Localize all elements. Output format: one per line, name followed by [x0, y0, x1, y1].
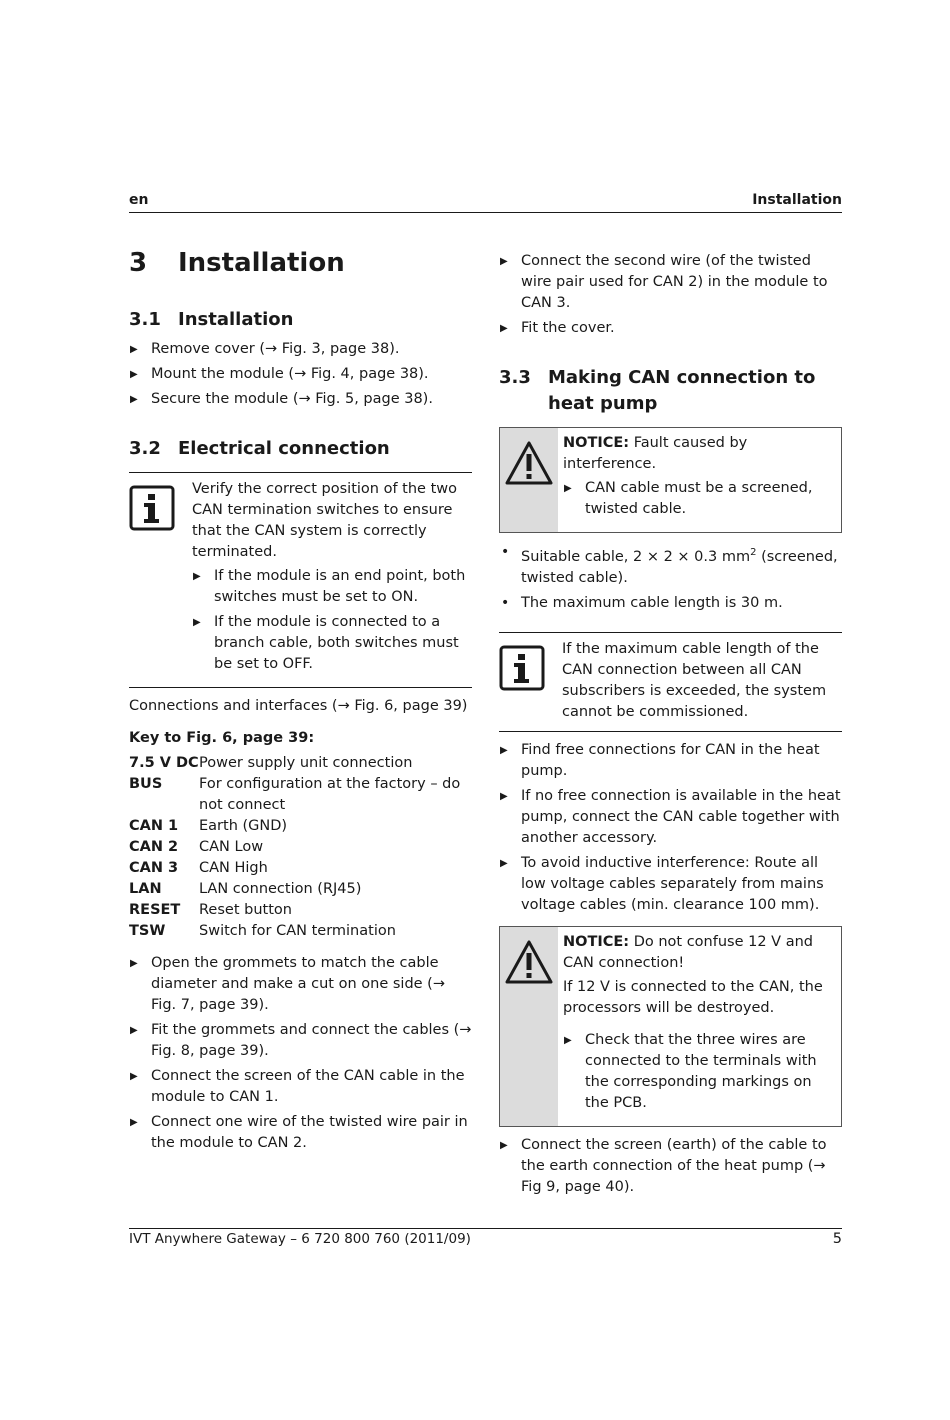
- triangle-bullet-icon: ▶: [130, 369, 138, 380]
- list-item: ▶ Connect the second wire (of the twisted wire pair used for CAN 2) in the module to CAN 3.: [500, 253, 828, 311]
- notice-box: [499, 427, 842, 533]
- s33-steps: [499, 740, 842, 916]
- triangle-bullet-icon: ▶: [193, 617, 201, 628]
- info-icon: [499, 639, 562, 723]
- footer-doc: IVT Anywhere Gateway – 6 720 800 760 (2011/09): [129, 1231, 471, 1247]
- list-item: ▶ Fit the cover.: [499, 318, 842, 339]
- table-row: CAN 2 CAN Low: [129, 839, 264, 855]
- info-box: [129, 472, 472, 688]
- list-item: ▶ Connect the screen (earth) of the cable to the earth connection of the heat pump (→ Fig 9, page 40).: [500, 1136, 827, 1195]
- list-item: ▶ To avoid inductive interference: Route all low voltage cables separately from mains voltage cables (min. clearance 100 mm).: [500, 854, 824, 913]
- s31-steps: [129, 339, 472, 410]
- table-row: LAN LAN connection (RJ45): [129, 881, 362, 897]
- list-item: ▶ Fit the grommets and connect the cables (→ Fig. 8, page 39).: [130, 1022, 472, 1059]
- list-item: ▶ If the module is an end point, both switches must be set to ON.: [193, 568, 466, 605]
- info-box: [499, 632, 842, 732]
- section-3-3-title: 3.3 Making CAN connection to heat pump: [499, 367, 816, 414]
- list-item: ▶ Remove cover (→ Fig. 3, page 38).: [129, 339, 472, 360]
- list-item: ▶ Mount the module (→ Fig. 4, page 38).: [129, 364, 472, 385]
- notice-text-2: If 12 V is connected to the CAN, the processors will be destroyed.: [563, 978, 823, 1016]
- list-item: ▶ Connect the screen of the CAN cable in the module to CAN 1.: [130, 1068, 465, 1105]
- triangle-bullet-icon: ▶: [564, 483, 572, 494]
- info-icon: [129, 479, 192, 679]
- dot-bullet-icon: •: [501, 544, 510, 560]
- list-item: ▶ Secure the module (→ Fig. 5, page 38).: [129, 389, 472, 410]
- notice-list: [563, 478, 833, 520]
- triangle-bullet-icon: ▶: [500, 1139, 508, 1151]
- section-3-1-title: 3.1 Installation: [129, 309, 294, 330]
- triangle-bullet-icon: ▶: [500, 790, 508, 802]
- triangle-bullet-icon: ▶: [500, 744, 508, 756]
- page-footer: [129, 1228, 842, 1247]
- s32-steps: [129, 953, 472, 1154]
- list-item: ▶ CAN cable must be a screened, twisted cable.: [564, 480, 813, 517]
- list-item: ▶ If no free connection is available in the heat pump, connect the CAN cable together with another accessory.: [500, 787, 841, 846]
- list-item: ▶ Connect one wire of the twisted wire pair in the module to CAN 2.: [130, 1114, 468, 1151]
- triangle-bullet-icon: ▶: [500, 857, 508, 869]
- info-list: [192, 566, 472, 675]
- notice-text: Fault caused by interference.: [563, 435, 748, 472]
- left-column: [129, 245, 472, 1158]
- list-item: ▶ Open the grommets to match the cable diameter and make a cut on one side (→ Fig. 7, page 39).: [130, 955, 445, 1013]
- triangle-bullet-icon: ▶: [500, 256, 508, 267]
- table-row: CAN 1 Earth (GND): [129, 818, 288, 834]
- continued-steps: [499, 251, 842, 339]
- notice-label: NOTICE:: [563, 435, 630, 451]
- connections-text: Connections and interfaces (→ Fig. 6, page 39): [129, 698, 468, 714]
- page-header: [129, 192, 842, 213]
- list-item: • The maximum cable length is 30 m.: [499, 593, 842, 614]
- info-text: Verify the correct position of the two CAN termination switches to ensure that the CAN system is correctly terminated.: [192, 481, 457, 560]
- triangle-bullet-icon: ▶: [130, 394, 138, 405]
- triangle-bullet-icon: ▶: [130, 1025, 138, 1036]
- table-row: RESET Reset button: [129, 902, 292, 918]
- triangle-bullet-icon: ▶: [130, 958, 138, 969]
- table-row: BUS For configuration at the factory – do not connect: [129, 776, 461, 813]
- notice-text: Do not confuse 12 V and CAN connection!: [563, 933, 813, 971]
- key-title: Key to Fig. 6, page 39:: [129, 730, 315, 746]
- warning-icon: [500, 927, 558, 1126]
- table-row: CAN 3 CAN High: [129, 860, 268, 876]
- list-item: ▶ If the module is connected to a branch cable, both switches must be set to OFF.: [193, 614, 459, 672]
- dot-bullet-icon: •: [501, 594, 510, 611]
- list-item: ▶ Find free connections for CAN in the heat pump.: [500, 741, 820, 779]
- table-row: TSW Switch for CAN termination: [129, 923, 396, 939]
- key-table: [129, 753, 472, 942]
- warning-icon: [500, 428, 558, 532]
- notice-label: NOTICE:: [563, 933, 630, 950]
- list-item: • Suitable cable, 2 × 2 × 0.3 $mm^2$ (screened, twisted cable).: [501, 544, 838, 586]
- triangle-bullet-icon: ▶: [130, 344, 138, 355]
- triangle-bullet-icon: ▶: [130, 1071, 138, 1082]
- list-item: ▶ Check that the three wires are connected to the terminals with the corresponding markings on the PCB.: [564, 1031, 817, 1111]
- page-number: 5: [832, 1231, 842, 1247]
- triangle-bullet-icon: ▶: [500, 323, 508, 334]
- final-step: [499, 1135, 842, 1198]
- table-row: 7.5 V DC Power supply unit connection: [129, 755, 413, 771]
- triangle-bullet-icon: ▶: [564, 1034, 572, 1046]
- header-lang: en: [129, 192, 149, 208]
- notice-list: [563, 1030, 833, 1114]
- section-3-2-title: 3.2 Electrical connection: [129, 438, 390, 459]
- chapter-title: 3 Installation: [129, 248, 345, 278]
- triangle-bullet-icon: ▶: [130, 1117, 138, 1128]
- notice-box: [499, 926, 842, 1127]
- info-text: If the maximum cable length of the CAN connection between all CAN subscribers is exceeded, the system cannot be commissioned.: [562, 640, 827, 720]
- header-section: Installation: [752, 192, 842, 208]
- cable-bullets: [499, 542, 842, 614]
- right-column: [499, 251, 842, 1202]
- triangle-bullet-icon: ▶: [193, 571, 201, 582]
